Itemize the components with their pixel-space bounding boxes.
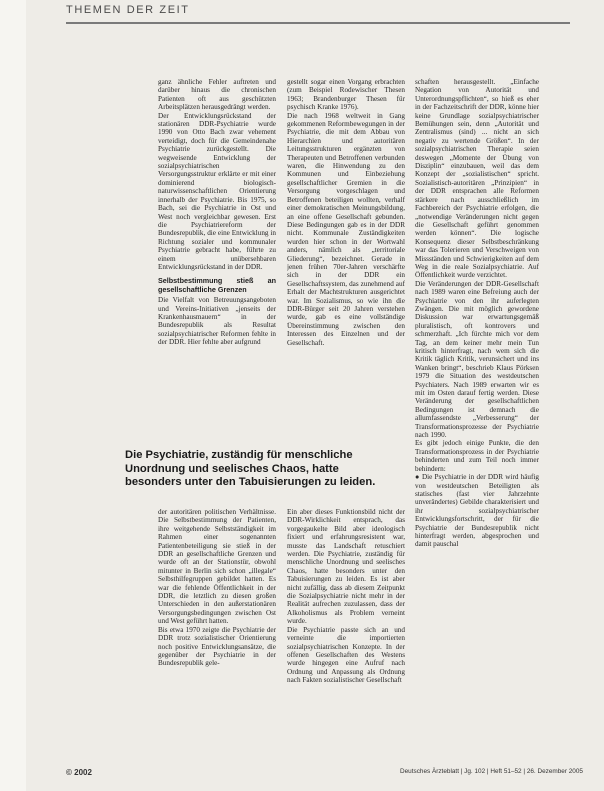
paragraph: ganz ähnliche Fehler auftreten und darüber hinaus die chronischen Patienten oft aus geschützten Arbeitsplätzen herausgedrängt werden.	[158, 78, 276, 112]
paragraph: Ein aber dieses Funktionsbild nicht der DDR-Wirklichkeit entsprach, das vorgegaukelte Bild aber ideologisch fixiert und erfahrungsresistent war, musste das Landschaft retuschiert werden. Die Psychiatrie, zuständig für menschliche Unordnung und seelisches Chaos, hatte besonders unter den Tabuisierungen zu leiden. Es ist aber nicht zufällig, dass ab diesem Zeitpunkt die Sozialpsychiatrie nicht mehr in der Realität aufrechen zuzulassen, dass der Alkoholismus als Problem verneint wurde.	[287, 508, 405, 626]
column-1-bottom	[158, 508, 276, 758]
paragraph: Bis etwa 1970 zeigte die Psychiatrie der DDR trotz sozialistischer Orientierung noch positive Entwicklungsansätze, die gegenüber der Psychiatrie in der Bundesrepublik gele-	[158, 625, 276, 668]
paragraph: Die nach 1968 weltweit in Gang gekommenen Reformbewegungen in der Psychiatrie, die mit dem Abbau von Hierarchien und autoritären Leitungsstrukturen ergänzten von Therapeuten und Betroffenen verbunden waren, die Hinwendung zu den Kommunen und Einbeziehung gesellschaftlicher Gremien in die Versorgung vorgeschlagen und Betroffenen beteiligen wollten, verhalf einer demokratischen Meinungsbildung, an eine offene Gesellschaft gebunden. Diese Bedingungen gab es in der DDR nicht. Kommunale Zuständigkeiten wurden hier schon in der Wortwahl anders, nämlich als „territoriale Gliederung“, bezeichnet. Gerade in jenen frühen 70er-Jahren verschärfte sich in der DDR ein Gesellschaftssystem, das zunehmend auf Erhalt der Machtstrukturen ausgerichtet war. Im Sozialismus, so wie ihn die DDR-Bürger seit 20 Jahren verstehen wurde, gab es eine vollständige Übereinstimmung zwischen den Interessen des Einzelnen und der Gesellschaft.	[287, 111, 405, 347]
copyright: © 2002	[66, 768, 92, 777]
column-3	[415, 78, 539, 758]
column-2-bottom	[287, 508, 405, 758]
paragraph: schaften herausgestellt. „Einfache Negation von Autorität und Unterordnungspflichten“, so hieß es eher in der Fachzeitschrift der DDR, könne hier keine Grundlage sozialpsychiatrischer Bemühungen sein, denn „Autorität und Zentralismus (sind) ... nicht an sich negativ zu wertende Größen“. In der sozialpsychiatrischen Therapie seien deswegen „Momente der Übung von Disziplin“ einzubauen, weil das dem Konzept der „sozialistischen“ spricht. Sozialistisch-autoritären „Prinzipien“ in der DDR entsprachen alle Reformen stärkere nach ausschließlich im Fachbereich der Psychiatrie erfolgen, die „notwendige Veränderungen nicht gegen die Gesellschaft geführt genommen werden können“. Die logische Konsequenz dieser Selbstbeschränkung war das Tolerieren und Verschweigen von Missständen und Schwierigkeiten auf dem Weg in die reale Sozialpsychiatrie. Auf Öffentlichkeit wurde verzichtet.	[415, 78, 539, 280]
paragraph: der autoritären politischen Verhältnisse. Die Selbstbestimmung der Patienten, ihre weitgehende Selbstständigkeit im Rahmen einer sogenannten Patientenbeteiligung sie stieß in der DDR an gesellschaftliche Grenzen und wurde oft an der Stationstür, obwohl mitunter in Berlin sich schon „illegale“ Selbsthilfegruppen gebildet hatten. Es war die fehlende Öffentlichkeit in der DDR, die letztlich zu diesen großen Unterschieden in den außerstationären Versorgungsbedingungen zwischen Ost und West geführt hatten.	[158, 508, 276, 626]
paragraph: Die Veränderungen der DDR-Gesellschaft nach 1989 waren eine Befreiung auch der Psychiatrie von den ihr auferlegten Zwängen. Die mit möglich gewordene Diskussion war erwartungsgemäß pluralistisch, oft kontrovers und schmerzhaft. „Ich fürchte mich vor dem Tag, an dem keiner mehr mein Tun kritisch hinterfragt, nach wem sich die Kritik täglich Kritik, verunsichert und ins Wanken bringt“, beschrieb Klaus Pörksen 1979 die Situation des westdeutschen Psychiaters. Nach 1989 erwarten wir es mit im Osten darauf fertig werden. Diese Veränderung der gesellschaftlichen Bedingungen ist demnach die allumfassendste „Verbesserung“ der Transformationsprozesse der Psychiatrie nach 1990.	[415, 279, 539, 440]
subheading: Selbstbestimmung stieß an gesellschaftliche Grenzen	[158, 276, 276, 294]
paragraph: gestellt sogar einen Vorgang erbrachten (zum Beispiel Rodewischer Thesen 1963; Brandenburger Thesen für psychisch Kranke 1976).	[287, 78, 405, 112]
scan-gutter	[0, 0, 26, 791]
header-rule	[66, 22, 570, 24]
paragraph: Die Vielfalt von Betreuungsangeboten und Vereins-Initiativen „jenseits der Krankenhausmauern“ in der Bundesrepublik als Resultat sozialpsychiatrischer Reformen fehlte in der DDR. Hier fehlte aber aufgrund	[158, 296, 276, 347]
paragraph: Es gibt jedoch einige Punkte, die den Transformationsprozess in der Psychiatrie behinderten und zum Teil noch immer behindern:	[415, 439, 539, 473]
column-1-top	[158, 78, 276, 448]
paragraph: ● Die Psychiatrie in der DDR wird häufig von westdeutschen Beteiligten als statisches (fast vier Jahrzehnte unverändertes) Gebilde charakterisiert und ihr sozialpsychiatrischer Entwicklungsfortschritt, der für die Psychiatrie der Bundesrepublik nicht hinterfragt werden, abgesprochen und damit pauschal	[415, 473, 539, 549]
paragraph: Die Psychiatrie passte sich an und verneinte die importierten sozialpsychiatrischen Konzepte. In der offenen Gesellschaften des Westens wurde hingegen eine Aufruf nach Ordnung und Anpassung als Ordnung nach Fakten sozialistischer Gesellschaft	[287, 625, 405, 685]
column-2-top	[287, 78, 405, 448]
pull-quote: Die Psychiatrie, zuständig für menschliche Unordnung und seelisches Chaos, hatte besonders unter den Tabuisierungen zu leiden.	[125, 449, 376, 489]
section-title: THEMEN DER ZEIT	[66, 4, 190, 16]
paragraph: Der Entwicklungsrückstand der stationären DDR-Psychiatrie wurde 1990 von Otto Bach zwar vehement verteidigt, doch für die Gemeindenahe Psychiatrie zurückgestellt. Die wegweisende Entwicklung der sozialpsychiatrischen Versorgungsstruktur erklärte er mit einer dominierend biologisch-naturwissenschaftlichen Orientierung innerhalb der Psychiatrie. Bis 1975, so Bach, sei die Psychiatrie in Ost und West noch vergleichbar gewesen. Erst die Psychiatriereform der Bundesrepublik, die eine Entwicklung in Richtung sozialer und kommunaler Psychiatrie gebracht habe, führte zu einem unübersehbaren Entwicklungsrückstand in der DDR.	[158, 111, 276, 271]
journal-citation: Deutsches Ärzteblatt | Jg. 102 | Heft 51–52 | 26. Dezember 2005	[400, 768, 583, 775]
